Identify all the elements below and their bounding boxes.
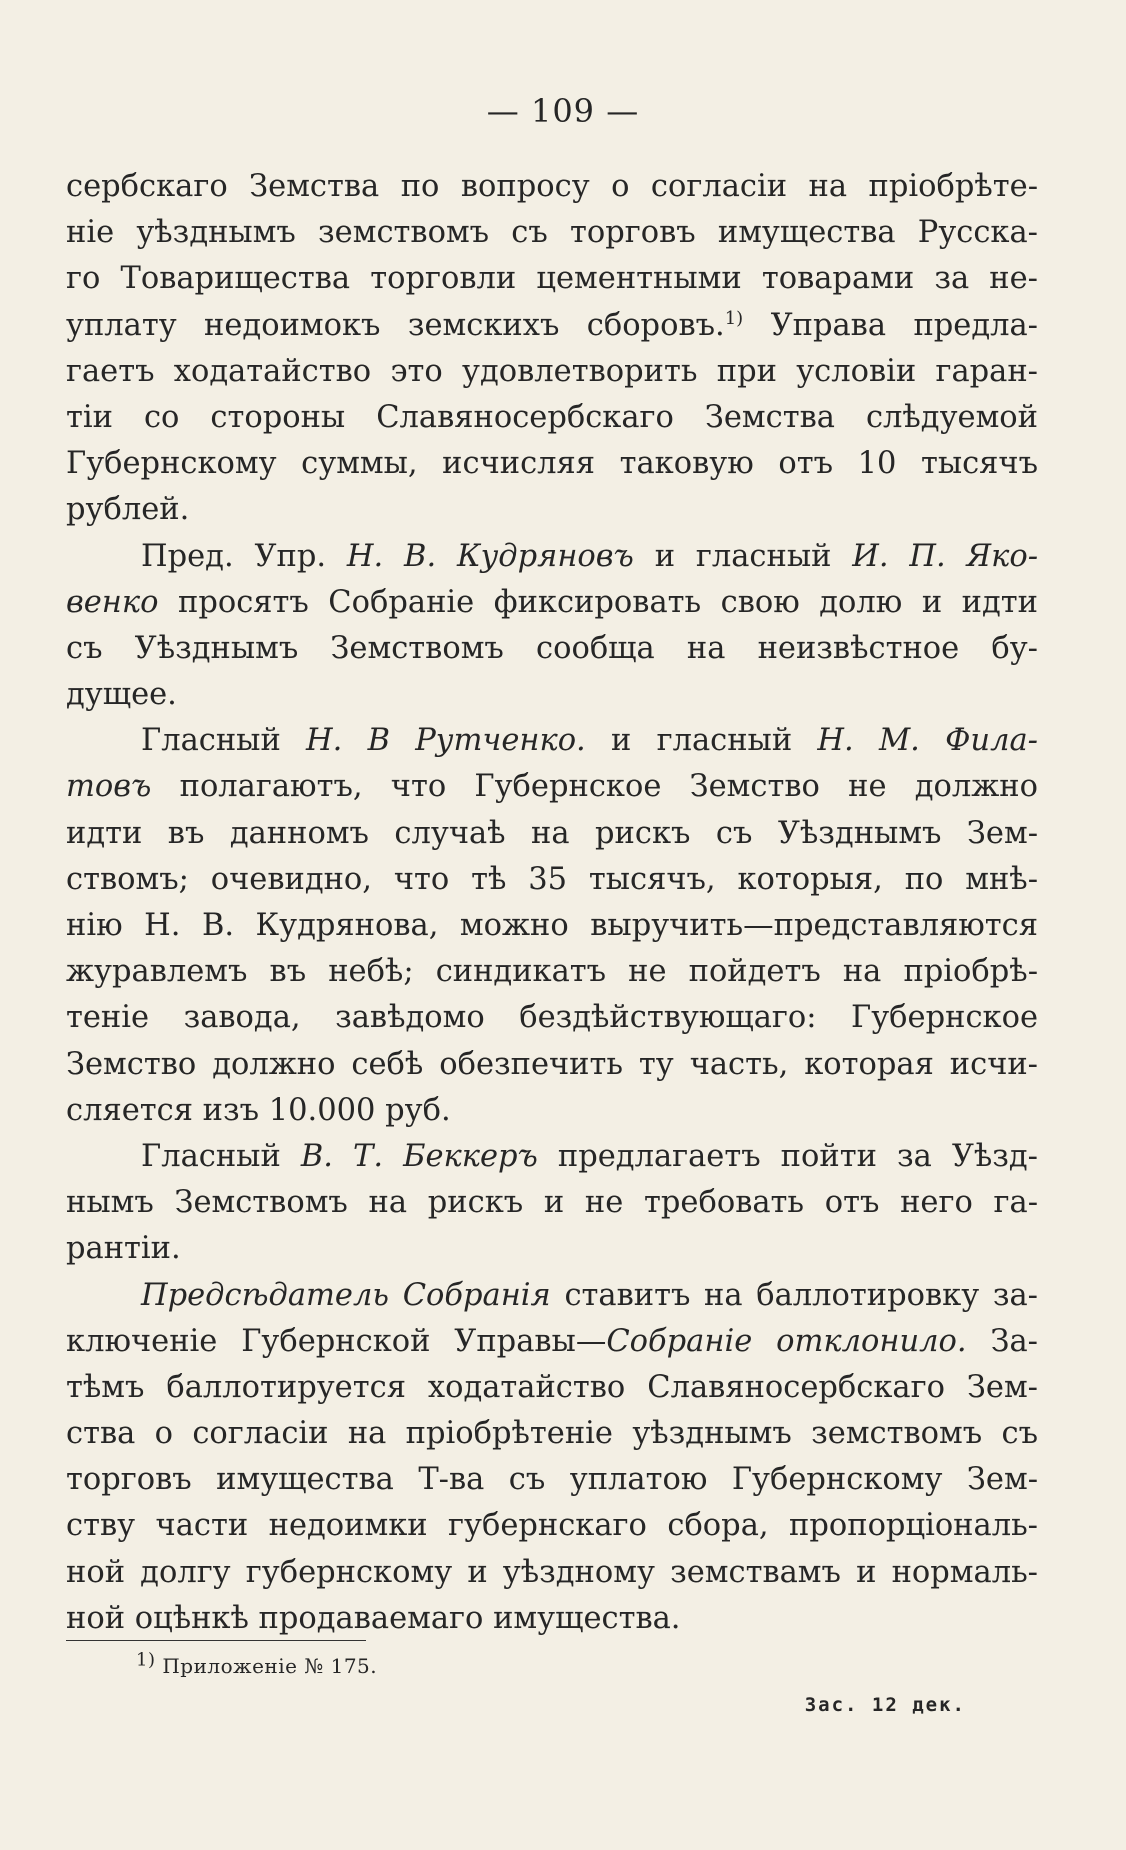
text-line: журавлемъ въ небѣ; синдикатъ не пойдетъ на пріобрѣ- [66,954,1038,990]
speaker-name: товъ [66,769,152,805]
session-mark: Зас. 12 дек. [804,1694,966,1716]
footnote-divider [66,1640,366,1641]
speaker-name: венко [66,584,159,620]
text-line: ной долгу губернскому и уѣздному земствамъ и нормаль- [66,1554,1038,1590]
text-line: Гласный В. Т. Беккеръ предлагаетъ пойти за Уѣзд- [141,1138,1038,1174]
body-text [66,164,1038,1642]
text-line: Гласный Н. В Рутченко. и гласный Н. М. Фила- [141,723,1038,759]
speaker-name: Н. М. Фила- [817,723,1038,759]
text-line: рублей. [66,492,190,528]
text-line: ной оцѣнкѣ продаваемаго имущества. [66,1600,681,1636]
text-line: ства о согласіи на пріобрѣтеніе уѣзднымъ земствомъ съ [66,1416,1038,1452]
speaker-name: Н. В Рутченко. [306,723,586,759]
text-line: рантіи. [66,1231,181,1267]
text-line: теніе завода, завѣдомо бездѣйствующаго: Губернское [66,1000,1038,1036]
text-line: Предсѣдатель Собранія ставитъ на баллотировку за- [141,1277,1038,1313]
text-line: ству части недоимки губернскаго сбора, пропорціональ- [66,1508,1038,1544]
text-line: ствомъ; очевидно, что тѣ 35 тысячъ, которыя, по мнѣ- [66,861,1038,897]
text-line: го Товарищества торговли цементными товарами за не- [66,261,1038,297]
text-line: торговъ имущества Т-ва съ уплатою Губернскому Зем- [66,1462,1038,1498]
footnote [136,1649,378,1678]
speaker-name: Н. В. Кудряновъ [346,538,634,574]
text-line: товъ полагаютъ, что Губернское Земство не должно [66,769,1038,805]
text-line: тіи со стороны Славяносербскаго Земства слѣдуемой [66,399,1038,435]
text-line: дущее. [66,677,177,713]
text-line: уплату недоимокъ земскихъ сборовъ.$^{1)}$ Управа предла- [66,307,1038,343]
resolution: Собраніе отклонило. [606,1323,967,1359]
text-line: тѣмъ баллотируется ходатайство Славяносербскаго Зем- [66,1369,1038,1405]
text-line: съ Уѣзднымъ Земствомъ сообща на неизвѣстное бу- [66,630,1038,666]
page-number: — 109 — [486,92,640,130]
text-line: сербскаго Земства по вопросу о согласіи на пріобрѣте- [66,169,1038,204]
text-line: ключеніе Губернской Управы—Собраніе отклонило. За- [66,1323,1038,1359]
footnote-text: Приложеніе № 175. [162,1654,378,1678]
footnote-marker: 1) [136,1649,156,1671]
text-line: нію Н. В. Кудрянова, можно выручить—представляются [66,908,1038,943]
speaker-name: И. П. Яко- [852,538,1039,574]
footnote-ref: 1) [724,307,744,329]
text-line: Губернскому суммы, исчисляя таковую отъ 10 тысячъ [66,446,1038,482]
text-line: сляется изъ 10.000 руб. [66,1092,451,1128]
text-line: венко просятъ Собраніе фиксировать свою долю и идти [66,584,1038,620]
text-line: гаетъ ходатайство это удовлетворить при условіи гаран- [66,353,1038,389]
text-line: Земство должно себѣ обезпечить ту часть, которая исчи- [66,1046,1038,1082]
text-line: нымъ Земствомъ на рискъ и не требовать отъ него га- [66,1185,1038,1221]
text-line: ніе уѣзднымъ земствомъ съ торговъ имущества Русска- [66,215,1038,251]
text-line: идти въ данномъ случаѣ на рискъ съ Уѣзднымъ Зем- [66,815,1038,851]
speaker-name: В. Т. Беккеръ [300,1138,538,1174]
speaker-name: Предсѣдатель Собранія [141,1277,551,1313]
text-line: Пред. Упр. Н. В. Кудряновъ и гласный И. П. Яко- [141,538,1039,574]
